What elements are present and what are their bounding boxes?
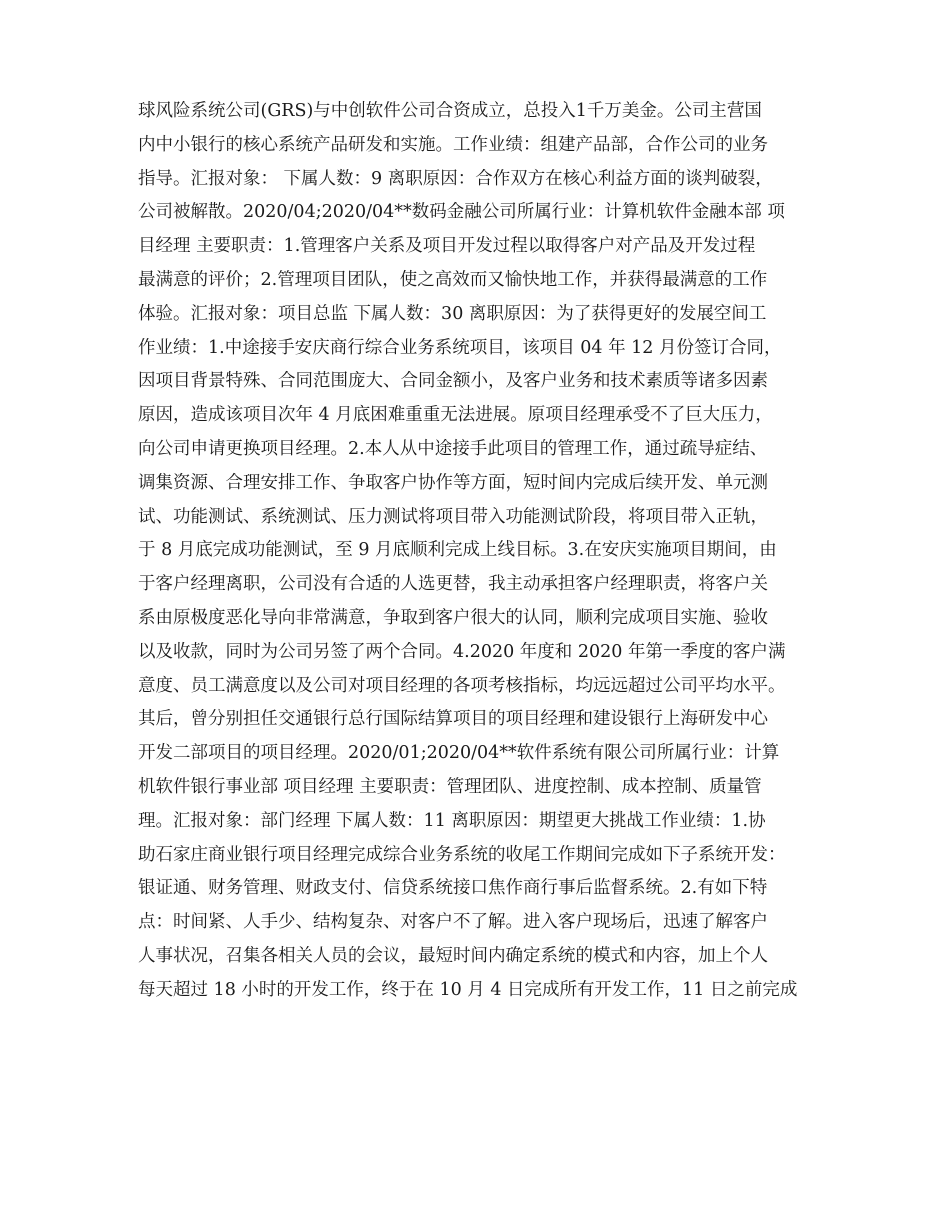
text-line: 试、功能测试、系统测试、压力测试将项目带入功能测试阶段，将项目带入正轨， [138, 506, 768, 527]
text-line: 内中小银行的核心系统产品研发和实施。工作业绩：组建产品部，合作公司的业务 [138, 134, 768, 155]
text-line: 于客户经理离职，公司没有合适的人选更替，我主动承担客户经理职责，将客户关 [138, 574, 768, 595]
text-line: 银证通、财务管理、财政支付、信贷系统接口焦作商行事后监督系统。2.有如下特 [138, 878, 768, 899]
text-line: 向公司申请更换项目经理。2.本人从中途接手此项目的管理工作，通过疏导症结、 [138, 438, 768, 459]
text-line: 目经理 主要职责：1.管理客户关系及项目开发过程以取得客户对产品及开发过程 [138, 236, 756, 257]
text-line: 球风险系统公司(GRS)与中创软件公司合资成立，总投入1千万美金。公司主营国 [138, 101, 762, 121]
text-line: 每天超过 18 小时的开发工作，终于在 10 月 4 日完成所有开发工作，11 日之前完成 [138, 979, 798, 1000]
text-line: 以及收款，同时为公司另签了两个合同。4.2020 年度和 2020 年第一季度的客户满 [138, 641, 786, 662]
text-line: 其后，曾分别担任交通银行总行国际结算项目的项目经理和建设银行上海研发中心 [138, 709, 768, 730]
text-line: 机软件银行事业部 项目经理 主要职责：管理团队、进度控制、成本控制、质量管 [138, 776, 762, 797]
body-text [138, 95, 828, 1008]
text-line: 意度、员工满意度以及公司对项目经理的各项考核指标，均远远超过公司平均水平。 [138, 675, 786, 696]
text-line: 指导。汇报对象： 下属人数：9 离职原因：合作双方在核心利益方面的谈判破裂， [138, 168, 773, 189]
text-line: 点：时间紧、人手少、结构复杂、对客户不了解。进入客户现场后，迅速了解客户 [138, 912, 768, 933]
text-line: 公司被解散。2020/04;2020/04**数码金融公司所属行业：计算机软件金融本部 项 [138, 202, 785, 223]
text-line: 系由原极度恶化导向非常满意，争取到客户很大的认同，顺利完成项目实施、验收 [138, 607, 768, 628]
text-line: 助石家庄商业银行项目经理完成综合业务系统的收尾工作期间完成如下子系统开发： [138, 844, 786, 865]
text-line: 调集资源、合理安排工作、争取客户协作等方面，短时间内完成后续开发、单元测 [138, 472, 768, 493]
text-line: 体验。汇报对象：项目总监 下属人数：30 离职原因：为了获得更好的发展空间工 [138, 303, 767, 324]
text-line: 原因，造成该项目次年 4 月底困难重重无法进展。原项目经理承受不了巨大压力， [138, 405, 773, 426]
text-line: 于 8 月底完成功能测试，至 9 月底顺利完成上线目标。3.在安庆实施项目期间，由 [138, 540, 777, 561]
text-line: 作业绩：1.中途接手安庆商行综合业务系统项目，该项目 04 年 12 月份签订合同， [138, 337, 782, 358]
text-line: 人事状况，召集各相关人员的会议，最短时间内确定系统的模式和内容，加上个人 [138, 945, 768, 966]
text-line: 开发二部项目的项目经理。2020/01;2020/04**软件系统有限公司所属行业：计算 [138, 743, 780, 764]
text-line: 因项目背景特殊、合同范围庞大、合同金额小，及客户业务和技术素质等诸多因素 [138, 371, 768, 392]
text-line: 最满意的评价；2.管理项目团队，使之高效而又愉快地工作，并获得最满意的工作 [138, 269, 768, 290]
text-line: 理。汇报对象：部门经理 下属人数：11 离职原因：期望更大挑战工作业绩：1.协 [138, 810, 766, 831]
